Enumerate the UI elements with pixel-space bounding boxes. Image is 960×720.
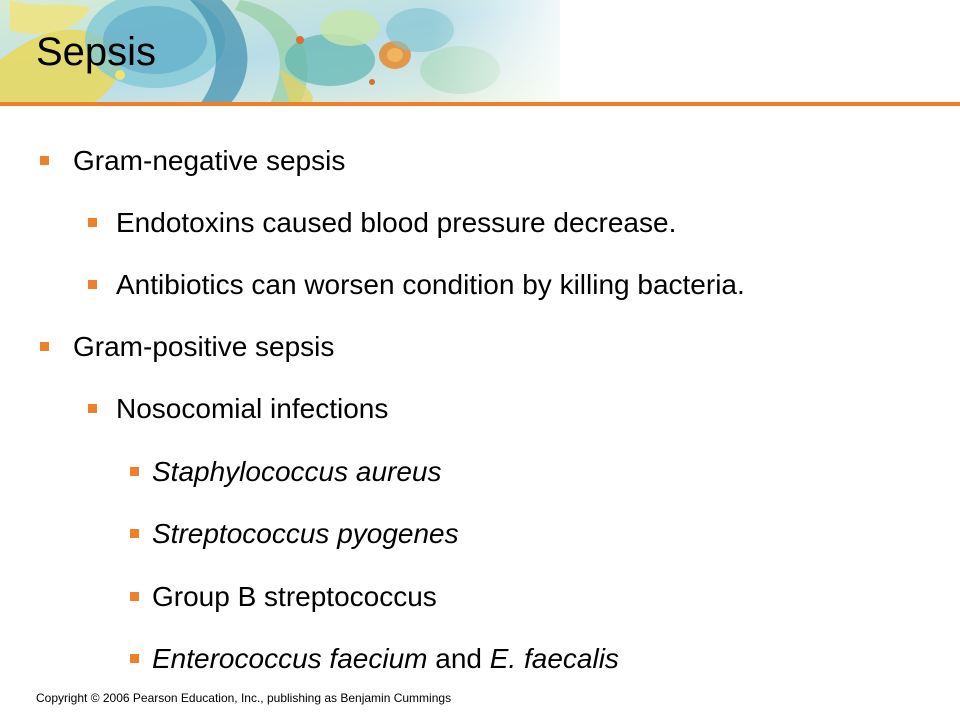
conjunction-text: and (427, 643, 490, 674)
square-bullet-icon (130, 592, 139, 601)
bullet-text: Endotoxins caused blood pressure decrease. (116, 207, 677, 238)
copyright-footer: Copyright © 2006 Pearson Education, Inc., publishing as Benjamin Cummings (36, 691, 452, 705)
bullet-text: Gram-positive sepsis (73, 331, 335, 362)
slide-title: Sepsis (36, 30, 157, 74)
square-bullet-icon (130, 467, 139, 476)
bullet-text (152, 642, 619, 676)
species-name-faecium: Enterococcus faecium (152, 643, 428, 674)
bullet-text: Staphylococcus aureus (152, 456, 442, 487)
bullet-text: Gram-negative sepsis (73, 145, 346, 176)
square-bullet-icon (88, 404, 97, 413)
square-bullet-icon (40, 156, 49, 165)
species-name-faecalis: E. faecalis (489, 643, 619, 674)
bullet-text: Group B streptococcus (152, 581, 437, 612)
bullet-text: Nosocomial infections (116, 393, 389, 424)
square-bullet-icon (40, 342, 49, 351)
square-bullet-icon (88, 218, 97, 227)
bullet-text: Antibiotics can worsen condition by killing bacteria. (116, 269, 745, 300)
square-bullet-icon (88, 280, 97, 289)
bullet-text: Streptococcus pyogenes (152, 518, 459, 549)
square-bullet-icon (130, 654, 139, 663)
square-bullet-icon (130, 529, 139, 538)
